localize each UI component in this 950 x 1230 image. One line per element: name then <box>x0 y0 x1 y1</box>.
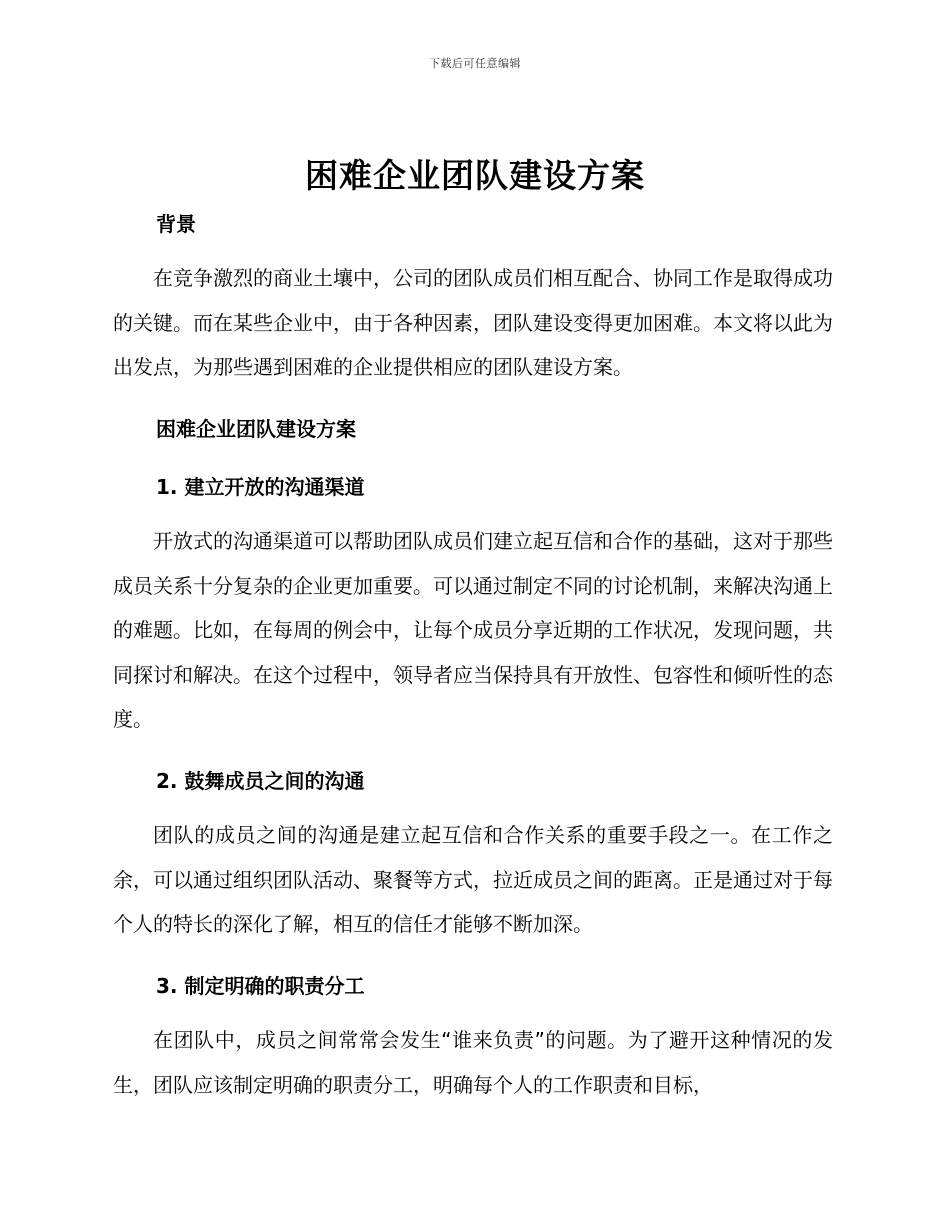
section-1-heading: 1. 建立开放的沟通渠道 <box>156 475 365 499</box>
section-3-paragraph: 在团队中，成员之间常常会发生“谁来负责”的问题。为了避开这种情况的发生，团队应该制定明确的职责分工，明确每个人的工作职责和目标， <box>113 1028 833 1097</box>
section-2-paragraph: 团队的成员之间的沟通是建立起互信和合作关系的重要手段之一。在工作之余，可以通过组织团队活动、聚餐等方式，拉近成员之间的距离。正是通过对于每个人的特长的深化了解，相互的信任才能够不断加深。 <box>113 823 833 936</box>
background-paragraph: 在竞争激烈的商业土壤中，公司的团队成员们相互配合、协同工作是取得成功的关键。而在某些企业中，由于各种因素，团队建设变得更加困难。本文将以此为出发点，为那些遇到困难的企业提供相应的团队建设方案。 <box>113 266 833 379</box>
section-3-heading: 3. 制定明确的职责分工 <box>156 974 365 998</box>
section-1-paragraph: 开放式的沟通渠道可以帮助团队成员们建立起互信和合作的基础，这对于那些成员关系十分复杂的企业更加重要。可以通过制定不同的讨论机制，来解决沟通上的难题。比如，在每周的例会中，让每个成员分享近期的工作状况，发现问题，共同探讨和解决。在这个过程中，领导者应当保持具有开放性、包容性和倾听性的态度。 <box>113 529 833 731</box>
section-2-heading: 2. 鼓舞成员之间的沟通 <box>156 769 365 793</box>
plan-heading: 困难企业团队建设方案 <box>156 417 356 441</box>
background-heading: 背景 <box>156 212 196 236</box>
document-title: 困难企业团队建设方案 <box>305 156 645 195</box>
header-note: 下载后可任意编辑 <box>429 57 521 70</box>
